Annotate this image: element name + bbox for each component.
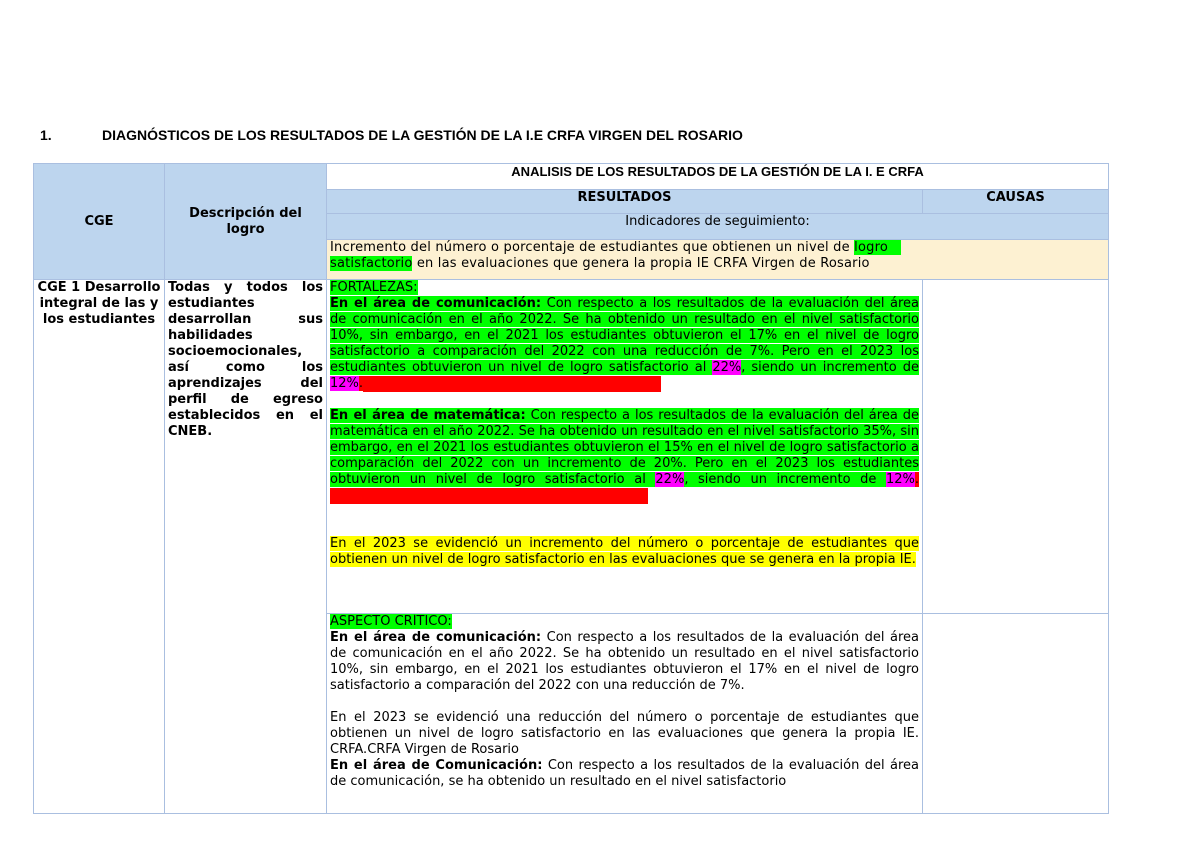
fortalezas-mat-block: En el área de matemática: Con respecto a los resultados de la evaluación del área de matemática en el año 2022. Se ha obtenido un resultado en el nivel satisfactorio 35%, sin embargo, en el 2021 los estudiantes obtuvieron el 15% en el nivel de logro satisfactorio a comparación del 2022 con un incremento de 20%. Pero en el 2023 los estudiantes obtuvieron un nivel de logro satisfactorio al 22%, siendo un incremento de 12%. — [330, 408, 919, 504]
analysis-title: ANALISIS DE LOS RESULTADOS DE LA GESTIÓN DE LA I. E CRFA — [327, 164, 1109, 190]
causas-cell-2 — [923, 614, 1109, 814]
indicator-text: Incremento del número o porcentaje de estudiantes que obtienen un nivel de logro satisfactorio en las evaluaciones que genera la propia IE CRFA Virgen de Rosario — [327, 240, 1109, 280]
causas-cell-1 — [923, 280, 1109, 614]
fortalezas-com-label: En el área de comunicación: — [330, 296, 542, 311]
header-description: Descripción del logro — [165, 164, 327, 280]
indicator-highlight-logro: logro — [854, 240, 889, 255]
fortalezas-com-text: Con respecto a los resultados de la evaluación del área de comunicación en el año 2022. Se ha obtenido un resultado en el nivel satisfactorio 10%, sin embargo, en el 2021 los estudiantes obtuvieron el 17% en el nivel de logro satisfactorio a comparación del 2022 con una reducción de 7%. Pero en el 2023 los estudiantes obtuvieron un nivel de logro satisfactorio al — [330, 296, 919, 375]
cge-label: CGE 1 Desarrollo integral de las y los estudiantes — [34, 280, 165, 814]
fortalezas-mat-text: Con respecto a los resultados de la evaluación del área de matemática en el año 2022. Se ha obtenido un resultado en el nivel satisfactorio 35%, sin embargo, en el 2021 los estudiantes obtuvieron el 15% en el nivel de logro satisfactorio a comparación del 2022 con un incremento de 20%. Pero en el 2023 los estudiantes obtuvieron un nivel de logro satisfactorio al — [330, 408, 919, 487]
red-highlight-bar — [363, 376, 661, 392]
header-causas: CAUSAS — [923, 190, 1109, 214]
fortalezas-com-pct1: 22% — [712, 360, 742, 375]
achievement-description: Todas y todos los estudiantes desarrollan sus habilidades socioemocionales, así como los aprendizajes del perfil de egreso establecidos en el CNEB. — [165, 280, 327, 814]
section-number: 1. — [40, 127, 52, 143]
critico-cell — [327, 614, 923, 814]
critico-com-label: En el área de comunicación: — [330, 630, 542, 645]
critico-com-text: Con respecto a los resultados de la evaluación del área de comunicación en el año 2022. Se ha obtenido un resultado en el nivel satisfactorio 10%, sin embargo, en el 2021 los estudiantes obtuvieron el 17% en el nivel de logro satisfactorio a comparación del 2022 con una reducción de 7%. — [330, 630, 919, 693]
header-resultados: RESULTADOS — [327, 190, 923, 214]
fortalezas-summary: En el 2023 se evidenció un incremento del número o porcentaje de estudiantes que obtienen un nivel de logro satisfactorio en las evaluaciones que se genera en la propia IE. — [330, 536, 919, 567]
fortalezas-cell — [327, 280, 923, 614]
fortalezas-block: FORTALEZAS: En el área de comunicación: Con respecto a los resultados de la evaluación del área de comunicación en el año 2022. Se ha obtenido un resultado en el nivel satisfactorio 10%, sin embargo, en el 2021 los estudiantes obtuvieron el 17% en el nivel de logro satisfactorio a comparación del 2022 con una reducción de 7%. Pero en el 2023 los estudiantes obtuvieron un nivel de logro satisfactorio al 22%, siendo un incremento de 12%. — [330, 280, 919, 391]
critico-summary: En el 2023 se evidenció una reducción del número o porcentaje de estudiantes que obtienen un nivel de logro satisfactorio en las evaluaciones que genera la propia IE. CRFA.CRFA Virgen de Rosario — [330, 710, 919, 757]
fortalezas-mat-pct2: 12% — [885, 472, 915, 487]
critico-block — [330, 614, 919, 694]
header-indicadores: Indicadores de seguimiento: — [327, 214, 1109, 240]
section-title: DIAGNÓSTICOS DE LOS RESULTADOS DE LA GESTIÓN DE LA I.E CRFA VIRGEN DEL ROSARIO — [102, 127, 743, 143]
critico-title: ASPECTO CRÍTICO: — [330, 614, 452, 629]
results-table — [33, 163, 1109, 814]
critico-com2: En el área de Comunicación: Con respecto a los resultados de la evaluación del área de comunicación, se ha obtenido un resultado en el nivel satisfactorio — [330, 758, 919, 789]
fortalezas-com-pct2: 12% — [330, 376, 359, 391]
fortalezas-mat-pct1: 22% — [655, 472, 685, 487]
header-cge: CGE — [34, 164, 165, 280]
fortalezas-mat-label: En el área de matemática: — [330, 408, 526, 423]
red-highlight-bar-2 — [330, 488, 648, 504]
section-heading — [40, 127, 743, 143]
fortalezas-title: FORTALEZAS: — [330, 280, 418, 295]
indicator-highlight-satisfactorio: satisfactorio — [330, 256, 413, 271]
